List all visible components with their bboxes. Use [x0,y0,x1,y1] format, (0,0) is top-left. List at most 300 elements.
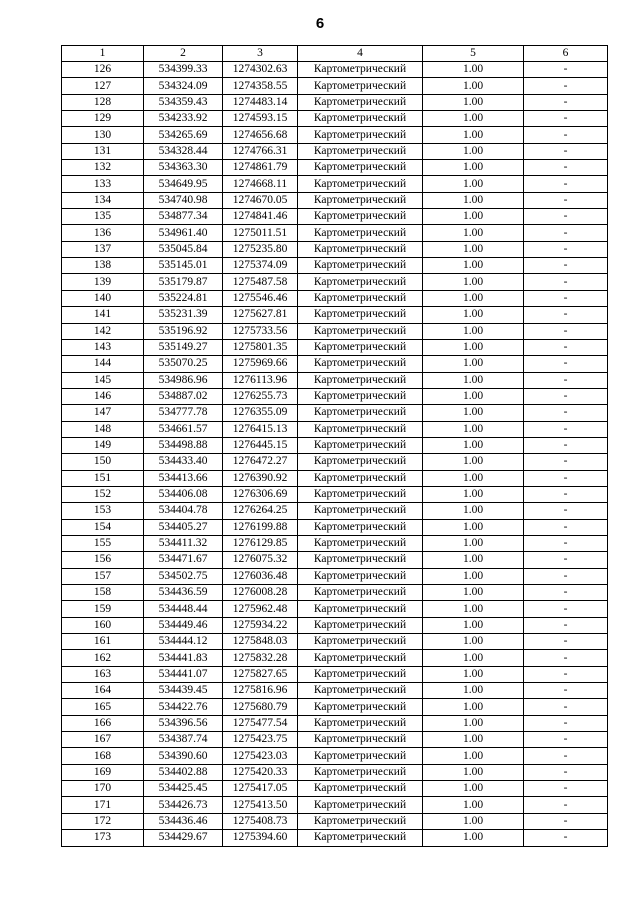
table-cell: - [524,160,608,176]
table-cell: 534661.57 [144,421,223,437]
table-cell: Картометрический [298,372,423,388]
table-cell: 131 [62,143,144,159]
table-cell: 534233.92 [144,111,223,127]
table-cell: 165 [62,699,144,715]
table-cell: Картометрический [298,470,423,486]
table-row [62,356,608,372]
table-row [62,748,608,764]
table-cell: - [524,176,608,192]
table-cell: 1275487.58 [223,274,298,290]
table-cell: 172 [62,813,144,829]
table-cell: - [524,470,608,486]
table-cell: Картометрический [298,356,423,372]
table-cell: Картометрический [298,176,423,192]
table-cell: 1.00 [423,388,524,404]
table-cell: Картометрический [298,127,423,143]
table-cell: - [524,209,608,225]
table-cell: 534436.46 [144,813,223,829]
table-cell: - [524,274,608,290]
table-cell: 1275801.35 [223,339,298,355]
column-header: 3 [223,46,298,62]
table-cell: 534363.30 [144,160,223,176]
table-cell: 1.00 [423,519,524,535]
table-cell: 1275394.60 [223,830,298,846]
table-cell: 535149.27 [144,339,223,355]
table-cell: - [524,111,608,127]
table-cell: - [524,552,608,568]
table-cell: Картометрический [298,699,423,715]
table-cell: 534413.66 [144,470,223,486]
table-cell: 1.00 [423,339,524,355]
table-cell: Картометрический [298,225,423,241]
table-cell: 154 [62,519,144,535]
table-cell: - [524,421,608,437]
table-cell: 1.00 [423,94,524,110]
table-cell: 1275477.54 [223,715,298,731]
table-cell: 135 [62,209,144,225]
table-header-row [62,46,608,62]
table-cell: 1.00 [423,160,524,176]
table-cell: 1276113.96 [223,372,298,388]
table-row [62,421,608,437]
table-cell: - [524,290,608,306]
table-cell: 1.00 [423,437,524,453]
table-cell: 143 [62,339,144,355]
table-cell: - [524,813,608,829]
table-cell: 164 [62,683,144,699]
table-cell: Картометрический [298,160,423,176]
table-cell: 534448.44 [144,601,223,617]
table-cell: Картометрический [298,585,423,601]
table-cell: 168 [62,748,144,764]
table-cell: 1276008.28 [223,585,298,601]
table-cell: 155 [62,535,144,551]
table-cell: - [524,568,608,584]
table-cell: 148 [62,421,144,437]
table-row [62,290,608,306]
table-row [62,143,608,159]
table-cell: 1.00 [423,290,524,306]
table-cell: 139 [62,274,144,290]
table-cell: - [524,748,608,764]
table-cell: 1.00 [423,503,524,519]
table-cell: Картометрический [298,552,423,568]
table-cell: 534402.88 [144,764,223,780]
table-row [62,732,608,748]
table-cell: 169 [62,764,144,780]
table-cell: Картометрический [298,388,423,404]
table-cell: 161 [62,634,144,650]
table-cell: Картометрический [298,111,423,127]
table-cell: 1.00 [423,683,524,699]
table-cell: 1276390.92 [223,470,298,486]
table-row [62,585,608,601]
table-cell: 534444.12 [144,634,223,650]
table-cell: Картометрический [298,339,423,355]
table-cell: 1276264.25 [223,503,298,519]
table-cell: - [524,519,608,535]
table-cell: - [524,535,608,551]
table-cell: 534986.96 [144,372,223,388]
table-cell: 1.00 [423,585,524,601]
table-cell: 1275848.03 [223,634,298,650]
table-row [62,405,608,421]
table-cell: Картометрический [298,535,423,551]
table-cell: 534411.32 [144,535,223,551]
table-row [62,241,608,257]
table-cell: 1.00 [423,225,524,241]
table-row [62,503,608,519]
table-row [62,225,608,241]
table-cell: 151 [62,470,144,486]
table-cell: 150 [62,454,144,470]
table-cell: - [524,634,608,650]
table-cell: 534777.78 [144,405,223,421]
table-cell: - [524,78,608,94]
table-cell: 534396.56 [144,715,223,731]
table-cell: Картометрический [298,601,423,617]
table-cell: 140 [62,290,144,306]
table-cell: 1274766.31 [223,143,298,159]
table-cell: 170 [62,781,144,797]
table-cell: 1275011.51 [223,225,298,241]
table-cell: 160 [62,617,144,633]
table-cell: Картометрический [298,405,423,421]
table-cell: - [524,781,608,797]
table-cell: Картометрический [298,683,423,699]
table-cell: - [524,258,608,274]
table-cell: 1275680.79 [223,699,298,715]
table-cell: Картометрический [298,732,423,748]
table-cell: 171 [62,797,144,813]
table-cell: Картометрический [298,192,423,208]
table-cell: 1.00 [423,617,524,633]
table-row [62,274,608,290]
table-cell: 1274656.68 [223,127,298,143]
table-cell: 1276075.32 [223,552,298,568]
table-cell: - [524,94,608,110]
table-cell: 534422.76 [144,699,223,715]
table-cell: 1.00 [423,601,524,617]
table-body [62,62,608,847]
table-cell: Картометрический [298,830,423,846]
table-cell: 1.00 [423,552,524,568]
table-cell: 146 [62,388,144,404]
table-cell: 1276255.73 [223,388,298,404]
table-cell: - [524,715,608,731]
table-cell: 534429.67 [144,830,223,846]
table-cell: 132 [62,160,144,176]
table-cell: 535224.81 [144,290,223,306]
table-cell: Картометрический [298,813,423,829]
table-cell: 1275962.48 [223,601,298,617]
table-cell: 157 [62,568,144,584]
column-header: 4 [298,46,423,62]
table-cell: 1.00 [423,486,524,502]
table-row [62,568,608,584]
table-row [62,552,608,568]
table-cell: 141 [62,307,144,323]
table-cell: Картометрический [298,258,423,274]
table-cell: Картометрический [298,241,423,257]
coordinates-table [61,45,608,847]
table-cell: - [524,241,608,257]
table-cell: - [524,388,608,404]
table-cell: 534649.95 [144,176,223,192]
table-cell: 1.00 [423,568,524,584]
table-cell: 534502.75 [144,568,223,584]
table-cell: Картометрический [298,486,423,502]
table-cell: 534449.46 [144,617,223,633]
table-row [62,813,608,829]
table-cell: - [524,601,608,617]
table-cell: 1276306.69 [223,486,298,502]
table-cell: 1274483.14 [223,94,298,110]
table-row [62,192,608,208]
table-row [62,683,608,699]
table-row [62,437,608,453]
table-cell: 534387.74 [144,732,223,748]
table-cell: - [524,797,608,813]
table-cell: - [524,454,608,470]
table-cell: Картометрический [298,519,423,535]
table-cell: Картометрический [298,62,423,78]
table-cell: Картометрический [298,503,423,519]
table-cell: 534498.88 [144,437,223,453]
table-cell: 158 [62,585,144,601]
table-cell: 127 [62,78,144,94]
table-cell: Картометрический [298,94,423,110]
table-cell: 534441.07 [144,666,223,682]
table-row [62,781,608,797]
table-cell: - [524,356,608,372]
table-cell: - [524,339,608,355]
table-row [62,617,608,633]
table-cell: 1.00 [423,715,524,731]
table-cell: 149 [62,437,144,453]
table-cell: 534436.59 [144,585,223,601]
table-cell: Картометрический [298,290,423,306]
table-cell: 133 [62,176,144,192]
table-cell: 1.00 [423,111,524,127]
table-row [62,601,608,617]
table-cell: Картометрический [298,666,423,682]
table-cell: 1275235.80 [223,241,298,257]
table-cell: 1276415.13 [223,421,298,437]
table-cell: 153 [62,503,144,519]
table-cell: Картометрический [298,143,423,159]
table-cell: 1.00 [423,176,524,192]
table-cell: 534405.27 [144,519,223,535]
table-cell: 1275423.03 [223,748,298,764]
table-cell: 1.00 [423,634,524,650]
table-cell: 130 [62,127,144,143]
table-cell: 534426.73 [144,797,223,813]
table-cell: 1.00 [423,421,524,437]
table-cell: 1274670.05 [223,192,298,208]
table-row [62,486,608,502]
table-cell: - [524,585,608,601]
table-cell: 1.00 [423,797,524,813]
table-row [62,470,608,486]
table-row [62,339,608,355]
table-cell: 136 [62,225,144,241]
table-cell: - [524,764,608,780]
table-cell: 1275627.81 [223,307,298,323]
table-cell: 142 [62,323,144,339]
table-cell: 138 [62,258,144,274]
table-cell: 1.00 [423,732,524,748]
table-cell: Картометрический [298,274,423,290]
table-cell: Картометрический [298,307,423,323]
table-cell: 535045.84 [144,241,223,257]
table-cell: 1.00 [423,454,524,470]
table-cell: 534740.98 [144,192,223,208]
table-cell: 1.00 [423,666,524,682]
table-cell: - [524,666,608,682]
table-cell: 534441.83 [144,650,223,666]
table-cell: 166 [62,715,144,731]
table-cell: 1.00 [423,830,524,846]
table-cell: 1.00 [423,192,524,208]
table-cell: 1.00 [423,405,524,421]
table-cell: 1.00 [423,323,524,339]
table-cell: 1.00 [423,307,524,323]
table-cell: 534887.02 [144,388,223,404]
table-row [62,307,608,323]
table-cell: 152 [62,486,144,502]
table-cell: 162 [62,650,144,666]
table-cell: 1275420.33 [223,764,298,780]
table-cell: 167 [62,732,144,748]
table-cell: 134 [62,192,144,208]
column-header: 6 [524,46,608,62]
table-cell: - [524,503,608,519]
table-cell: Картометрический [298,78,423,94]
table-row [62,209,608,225]
table-cell: - [524,225,608,241]
table-row [62,160,608,176]
table-cell: - [524,127,608,143]
table-cell: 1.00 [423,781,524,797]
table-cell: Картометрический [298,634,423,650]
table-cell: 1276472.27 [223,454,298,470]
table-cell: - [524,323,608,339]
table-cell: - [524,437,608,453]
table-row [62,94,608,110]
table-row [62,830,608,846]
table-row [62,176,608,192]
table-cell: 535145.01 [144,258,223,274]
table-cell: Картометрический [298,209,423,225]
table-cell: 535231.39 [144,307,223,323]
table-cell: 1276355.09 [223,405,298,421]
table-cell: Картометрический [298,748,423,764]
table-cell: 534961.40 [144,225,223,241]
table-cell: 145 [62,372,144,388]
table-row [62,650,608,666]
table-cell: 1.00 [423,241,524,257]
table-cell: 1.00 [423,356,524,372]
column-header: 1 [62,46,144,62]
table-cell: Картометрический [298,764,423,780]
table-cell: 1276445.15 [223,437,298,453]
table-cell: Картометрический [298,437,423,453]
table-cell: 1275733.56 [223,323,298,339]
table-cell: - [524,732,608,748]
table-cell: 1.00 [423,62,524,78]
table-cell: 1.00 [423,78,524,94]
table-cell: 1.00 [423,127,524,143]
column-header: 2 [144,46,223,62]
table-row [62,797,608,813]
table-cell: 1.00 [423,470,524,486]
table-row [62,62,608,78]
table-cell: 126 [62,62,144,78]
table-cell: 1276199.88 [223,519,298,535]
table-cell: 1275546.46 [223,290,298,306]
table-cell: 1.00 [423,650,524,666]
table-cell: 1275827.65 [223,666,298,682]
table-row [62,78,608,94]
table-cell: - [524,192,608,208]
table-cell: 1.00 [423,258,524,274]
table-row [62,715,608,731]
table-cell: 1274358.55 [223,78,298,94]
table-cell: 1.00 [423,143,524,159]
table-cell: 1274593.15 [223,111,298,127]
table-cell: - [524,307,608,323]
table-cell: 1.00 [423,699,524,715]
table-row [62,388,608,404]
table-cell: 534439.45 [144,683,223,699]
table-cell: 159 [62,601,144,617]
table-cell: - [524,617,608,633]
table-cell: 534265.69 [144,127,223,143]
table-cell: - [524,486,608,502]
table-cell: - [524,405,608,421]
table-cell: 1.00 [423,274,524,290]
table-cell: 1.00 [423,764,524,780]
table-cell: 534471.67 [144,552,223,568]
table-cell: 1275969.66 [223,356,298,372]
table-cell: Картометрический [298,421,423,437]
table-row [62,634,608,650]
table-cell: 534406.08 [144,486,223,502]
table-cell: 156 [62,552,144,568]
table-cell: 1275417.05 [223,781,298,797]
table-cell: 1.00 [423,535,524,551]
table-row [62,323,608,339]
table-cell: 1274861.79 [223,160,298,176]
table-cell: 144 [62,356,144,372]
table-row [62,111,608,127]
table-cell: 1274841.46 [223,209,298,225]
table-cell: Картометрический [298,454,423,470]
column-header: 5 [423,46,524,62]
table-cell: 1275832.28 [223,650,298,666]
table-cell: 1275413.50 [223,797,298,813]
table-cell: 173 [62,830,144,846]
table-cell: 534324.09 [144,78,223,94]
table-cell: - [524,372,608,388]
table-cell: - [524,143,608,159]
table-cell: 1276036.48 [223,568,298,584]
table-cell: 1.00 [423,372,524,388]
table-row [62,454,608,470]
page-number: 6 [315,15,325,32]
table-cell: 535070.25 [144,356,223,372]
